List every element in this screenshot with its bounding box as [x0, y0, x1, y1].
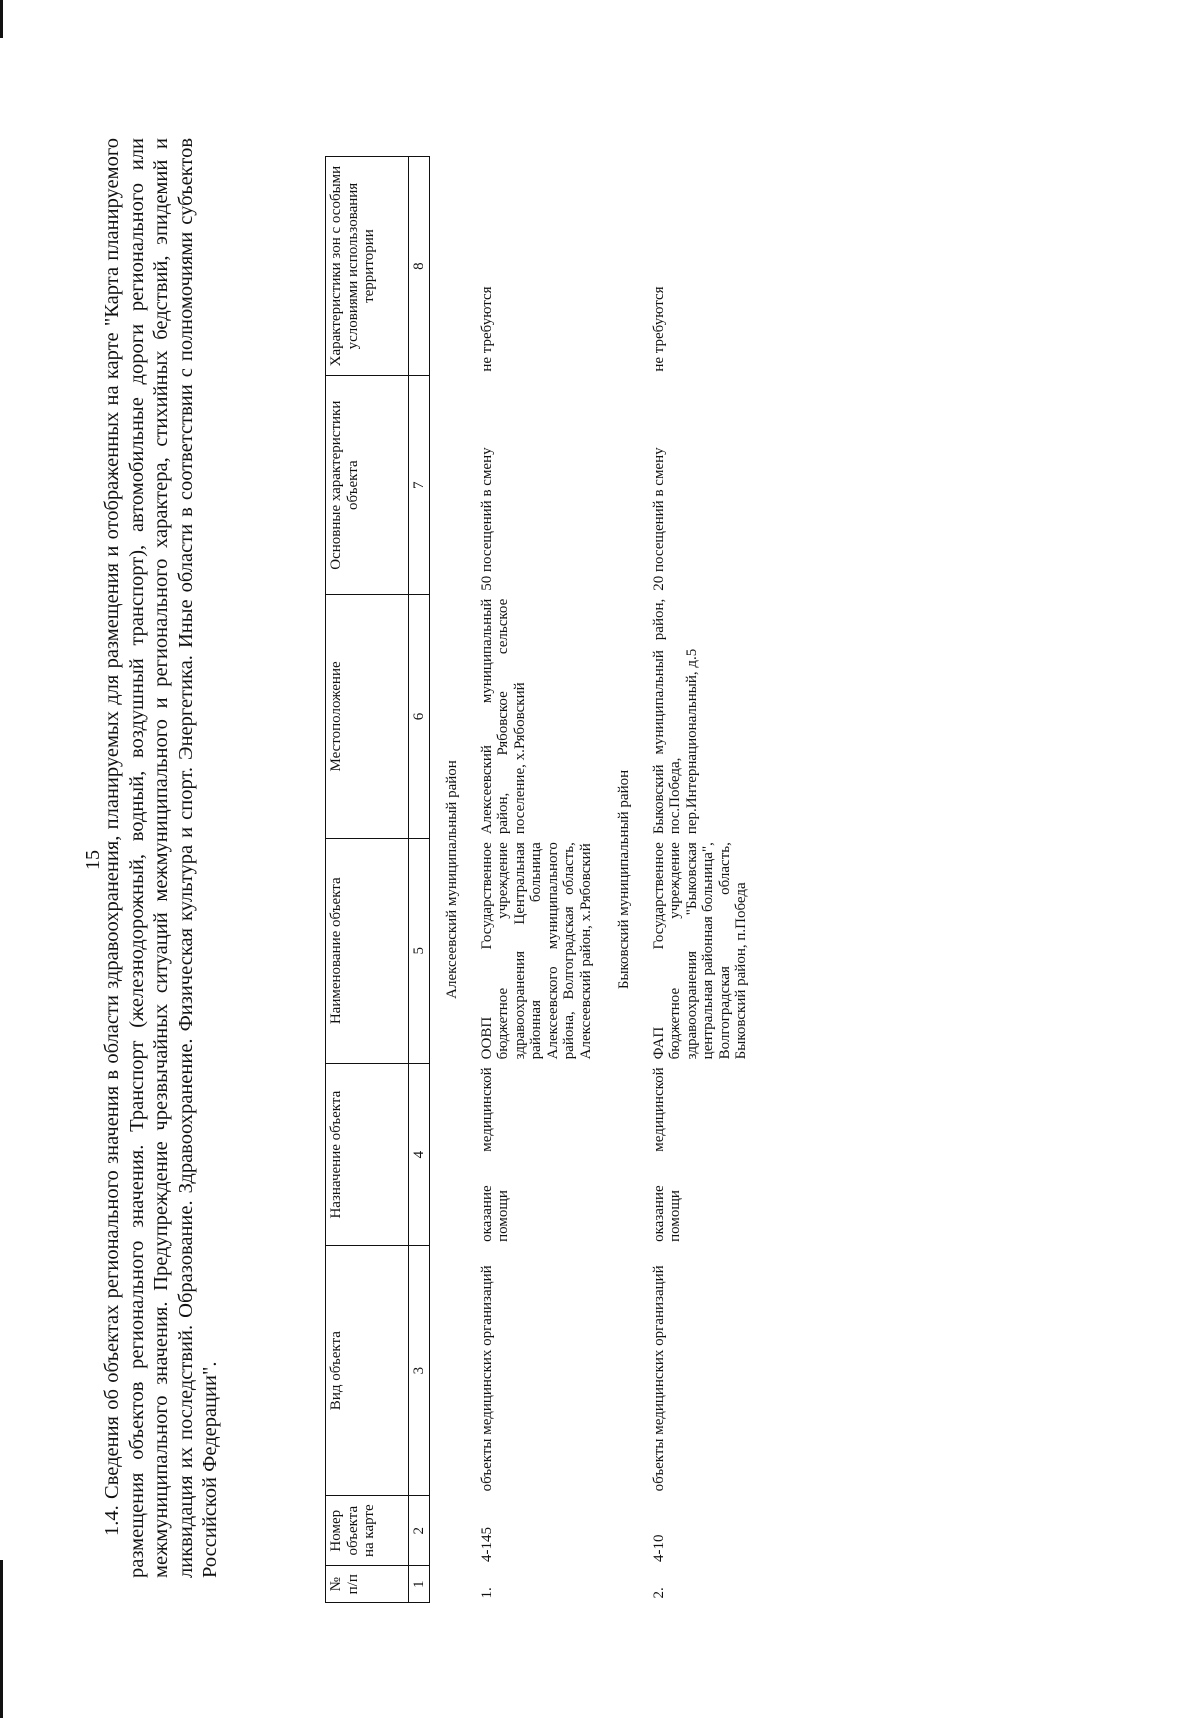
map-number: 4-10: [650, 1534, 667, 1562]
header-cell: Назначение объекта: [326, 1063, 409, 1246]
table-row: [475, 157, 603, 1603]
object-name: ФАП Государственное бюджетное учреждение здравоохранения "Быковская центральная районная больница", Волгоградская область, Быковский район, п.Победа: [650, 842, 749, 1060]
section-heading: [100, 138, 223, 1578]
object-location: Быковский муниципальный район, пос.Победа, пер.Интернациональный, д.5: [650, 598, 700, 835]
zone-characteristics: не требуются: [478, 286, 495, 372]
object-location: Алексеевский муниципальный район, Рябовское сельское поселение, х.Рябовский: [478, 598, 528, 835]
header-cell: № п/п: [326, 1566, 409, 1603]
column-number-row: [409, 157, 430, 1603]
district-row: [430, 157, 475, 1603]
page-number: 15: [82, 850, 104, 870]
section-heading-text: 1.4. Сведения об объектах регионального значения в области здравоохранения, планируемых для размещения и отображенных на карте "Карта планируемого размещения объектов регионального значения. Транспорт (железнодорожный, водный, воздушный транспорт), автомобильные дороги регионального или межмуниципального значения. Предупреждение чрезвычайных ситуаций межмуниципального и регионального характера, стихийных бедствий, эпидемий и ликвидация их последствий. Образование. Здравоохранение. Физическая культура и спорт. Энергетика. Иные области в соответствии с полномочиями субъектов Российской Федерации".: [101, 138, 221, 1578]
row-number: 1.: [478, 1587, 495, 1599]
objects-table: [325, 156, 758, 1603]
header-cell: Местоположение: [326, 595, 409, 838]
table-row: [647, 157, 758, 1603]
header-cell: Наименование объекта: [326, 838, 409, 1063]
column-number: 1: [409, 1566, 430, 1603]
column-number: 4: [409, 1063, 430, 1246]
district-heading: Быковский муниципальный район: [616, 769, 632, 990]
header-cell: Основные характеристики объекта: [326, 376, 409, 595]
column-number: 3: [409, 1246, 430, 1496]
column-number: 6: [409, 595, 430, 838]
column-number: 2: [409, 1495, 430, 1566]
column-number: 7: [409, 376, 430, 595]
district-heading: Алексеевский муниципальный район: [444, 760, 460, 999]
header-cell: Характеристики зон с особыми условиями использования территории: [326, 157, 409, 376]
object-kind: объекты медицинских организаций: [650, 1265, 667, 1492]
column-number: 5: [409, 838, 430, 1063]
district-row: [602, 157, 647, 1603]
header-cell: Вид объекта: [326, 1246, 409, 1496]
object-kind: объекты медицинских организаций: [478, 1265, 495, 1492]
header-cell: Номер объекта на карте: [326, 1495, 409, 1566]
map-number: 4-145: [478, 1527, 495, 1562]
object-characteristics: 50 посещений в смену: [478, 447, 495, 591]
object-characteristics: 20 посещений в смену: [650, 447, 667, 591]
zone-characteristics: не требуются: [650, 286, 667, 372]
object-name: ООВП Государственное бюджетное учреждение здравоохранения Центральная районная больница Алексеевского муниципального района, Волгоградская область, Алексеевский район, х.Рябовский: [478, 842, 594, 1060]
table-header-row: [326, 157, 409, 1603]
object-purpose: оказание медицинской помощи: [650, 1067, 683, 1242]
row-number: 2.: [650, 1587, 667, 1599]
column-number: 8: [409, 157, 430, 376]
object-purpose: оказание медицинской помощи: [478, 1067, 511, 1242]
